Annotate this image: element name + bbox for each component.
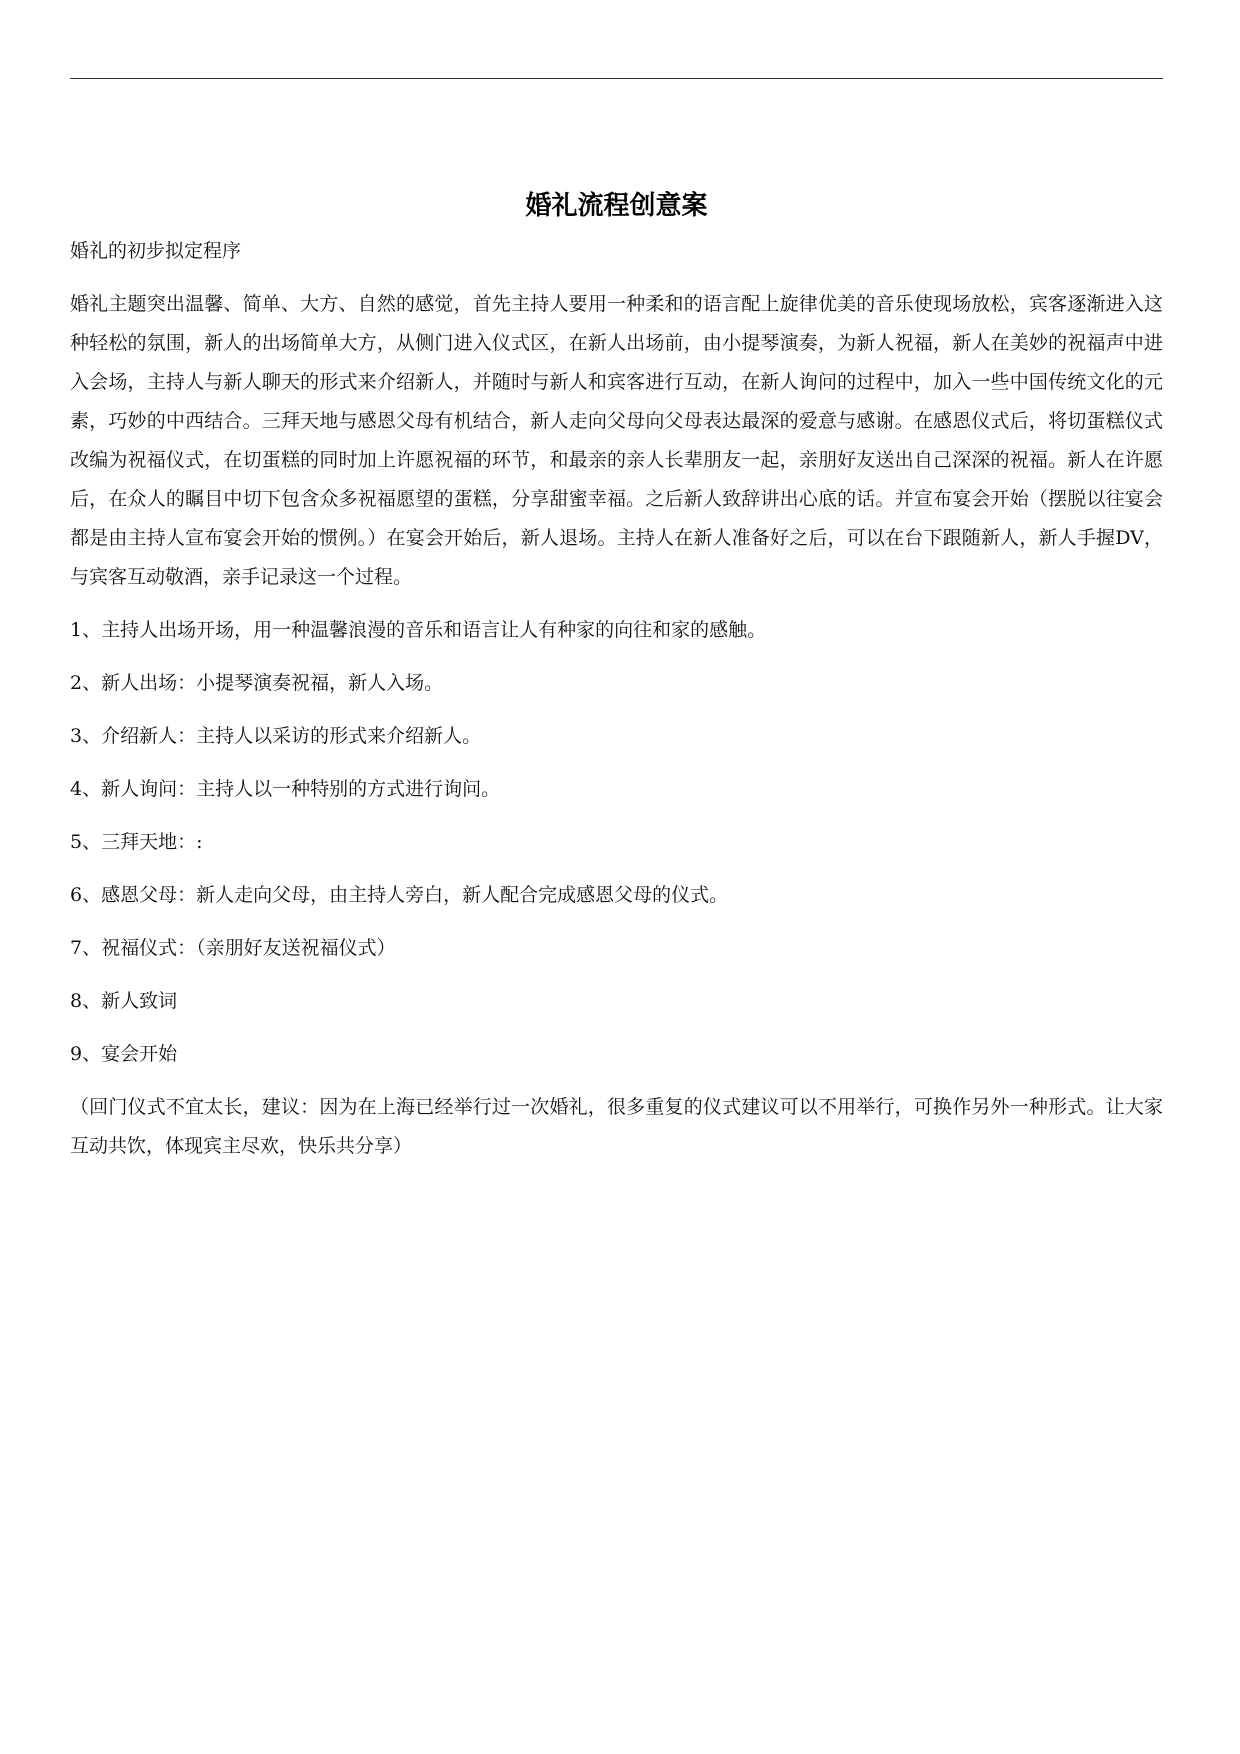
step-item: 5、三拜天地：: — [70, 831, 203, 853]
step-item: 9、宴会开始 — [70, 1043, 178, 1065]
step-item: 1、主持人出场开场，用一种温馨浪漫的音乐和语言让人有种家的向往和家的感触。 — [70, 619, 767, 641]
step-item: 6、感恩父母：新人走向父母，由主持人旁白，新人配合完成感恩父母的仪式。 — [70, 884, 729, 906]
header-rule — [70, 78, 1163, 79]
intro-paragraph: 婚礼主题突出温馨、简单、大方、自然的感觉，首先主持人要用一种柔和的语言配上旋律优美的音乐使现场放松，宾客逐渐进入这种轻松的氛围，新人的出场简单大方，从侧门进入仪式区，在新人出场前，由小提琴演奏，为新人祝福，新人在美妙的祝福声中进入会场，主持人与新人聊天的形式来介绍新人，并随时与新人和宾客进行互动，在新人询问的过程中，加入一些中国传统文化的元素，巧妙的中西结合。三拜天地与感恩父母有机结合，新人走向父母向父母表达最深的爱意与感谢。在感恩仪式后，将切蛋糕仪式改编为祝福仪式，在切蛋糕的同时加上许愿祝福的环节，和最亲的亲人长辈朋友一起，亲朋好友送出自己深深的祝福。新人在许愿后，在众人的瞩目中切下包含众多祝福愿望的蛋糕，分享甜蜜幸福。之后新人致辞讲出心底的话。并宣布宴会开始（摆脱以往宴会都是由主持人宣布宴会开始的惯例。）在宴会开始后，新人退场。主持人在新人准备好之后，可以在台下跟随新人，新人手握DV，与宾客互动敬酒，亲手记录这一个过程。 — [70, 293, 1163, 588]
step-item: 8、新人致词 — [70, 990, 178, 1012]
closing-note: （回门仪式不宜太长，建议：因为在上海已经举行过一次婚礼，很多重复的仪式建议可以不用举行，可换作另外一种形式。让大家互动共饮，体现宾主尽欢，快乐共分享） — [70, 1096, 1163, 1157]
document-subtitle: 婚礼的初步拟定程序 — [70, 240, 242, 262]
document-title: 婚礼流程创意案 — [525, 191, 708, 221]
document-body — [70, 232, 1163, 1166]
step-item: 4、新人询问：主持人以一种特别的方式进行询问。 — [70, 778, 501, 800]
step-item: 2、新人出场：小提琴演奏祝福，新人入场。 — [70, 672, 444, 694]
step-item: 3、介绍新人：主持人以采访的形式来介绍新人。 — [70, 725, 482, 747]
step-item: 7、祝福仪式：（亲朋好友送祝福仪式） — [70, 937, 396, 959]
